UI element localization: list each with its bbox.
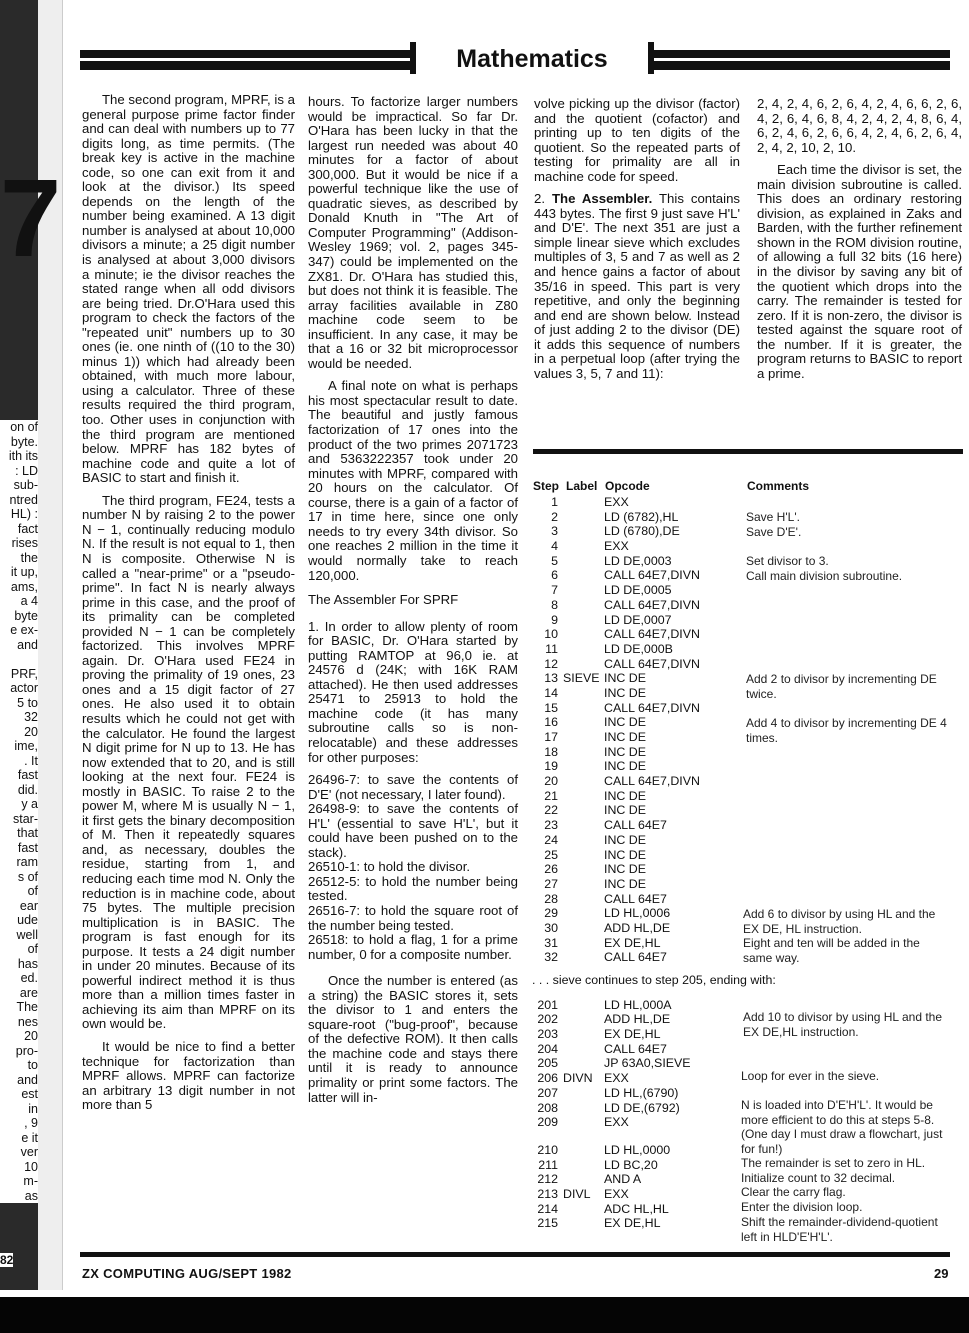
opcode: INC DE (604, 832, 646, 847)
listing-row (530, 613, 965, 628)
margin-fragment: est (21, 1087, 38, 1101)
paragraph: 1. In order to allow plenty of room for BASIC, Dr. O'Hara started by putting RAMTOP at 96,0 ie. at 24576 d (24K; with 16K RAM attached). He then used addresses 25471 to 25913 to hold the machine code (it has many subroutine calls so is non-relocatable) and these addresses for other purposes: (308, 618, 518, 765)
listing-row (530, 774, 965, 789)
margin-fragment: and (17, 1072, 38, 1087)
step-number: 16 (544, 715, 558, 730)
step-number: 9 (551, 612, 558, 627)
opcode: EXX (604, 495, 629, 509)
address-item: 26498-9: to save the contents of H'L' (essential to save H'L', but it could have been pushed on to the stack). (308, 801, 518, 860)
listing-row (530, 803, 965, 818)
margin-fragment (0, 652, 38, 667)
step-number: 20 (544, 774, 558, 789)
margin-fragment: star- (13, 811, 38, 826)
opcode: INC DE (604, 803, 646, 818)
listing-comment: N is loaded into D'E'H'L'. It would be more efficient to do this at steps 5-8. (One day I must draw a flowchart, just for fun!) (741, 1098, 943, 1157)
article-column-4 (757, 97, 962, 389)
listing-comment: Initialize count to 32 decimal. (741, 1171, 896, 1185)
opcode: CALL 64E7 (604, 891, 667, 906)
opcode: LD (6780),DE (604, 524, 680, 539)
listing-comment: Call main division subroutine. (746, 569, 903, 583)
step-number: 209 (537, 1115, 558, 1130)
opcode: INC DE (604, 685, 646, 700)
step-label: DIVN (563, 1071, 593, 1086)
margin-fragment: The (16, 1000, 38, 1014)
step-number: 4 (551, 539, 558, 554)
step-label: SIEVE (563, 671, 600, 686)
listing-row (530, 627, 965, 642)
margin-fragment: the (20, 550, 38, 565)
listing-row (530, 818, 965, 833)
margin-fragment: rises (11, 536, 38, 550)
listing-comment: Enter the division loop. (741, 1200, 863, 1214)
opcode: EXX (604, 1071, 629, 1086)
step-number: 8 (551, 597, 558, 612)
article-column-1 (82, 93, 295, 1121)
listing-row (530, 1042, 965, 1057)
step-number: 208 (537, 1100, 558, 1115)
margin-fragment: sub- (13, 478, 38, 492)
margin-fragment: are (19, 985, 38, 1000)
listing-row (530, 789, 965, 804)
margin-fragment: fast (17, 768, 38, 782)
opcode: INC DE (604, 744, 646, 759)
margin-fragment: PRF, (10, 666, 38, 681)
previous-page-number: 82 (0, 1253, 14, 1267)
step-number: 215 (537, 1216, 558, 1231)
step-number: 30 (544, 920, 558, 935)
opcode: LD DE,0005 (604, 583, 672, 598)
margin-fragment: of (27, 884, 38, 898)
listing-row (530, 848, 965, 863)
opcode: INC DE (604, 715, 646, 730)
opcode: CALL 64E7 (604, 818, 667, 833)
step-number: 28 (544, 891, 558, 906)
margin-fragment: 10 (24, 1159, 38, 1174)
article-column-2 (308, 95, 518, 1113)
margin-fragment: byte (14, 608, 38, 623)
listing-row (530, 701, 965, 716)
paragraph: 2. The Assembler. This contains 443 bytes. The first 9 just save H'L' and D'E'. The next 351 are just a simple linear sieve which excludes multiples of 3, 5 and 7 as well as 2 and hence gains a factor of about 35/16 in speed. This part is very repetitive, and only the beginning and end are shown below. Instead of just adding 2 to the divisor (DE) it adds this sequence of numbers in a perpetual loop (after trying the values 3, 5, 7 and 11): (534, 191, 740, 381)
margin-fragment: : LD (15, 463, 38, 478)
address-item: 26510-1: to hold the divisor. (308, 859, 471, 875)
opcode: LD HL,000A (604, 997, 672, 1012)
step-number: 31 (544, 935, 558, 950)
margin-fragment: fast (17, 840, 38, 855)
margin-fragment: ude (17, 913, 38, 927)
subheading: The Assembler For SPRF (308, 592, 459, 608)
step-number: 3 (551, 524, 558, 539)
margin-fragment: m- (23, 1174, 38, 1188)
opcode: ADD HL,DE (604, 920, 671, 935)
listing-row (530, 745, 965, 760)
previous-page-text-fragments (0, 420, 38, 1203)
listing-comment: Save D'E'. (746, 525, 802, 539)
listing-row (530, 877, 965, 892)
margin-fragment: on of (10, 420, 38, 434)
step-number: 213 (537, 1186, 558, 1201)
opcode: CALL 64E7,DIVN (604, 656, 700, 671)
listing-row (530, 495, 965, 510)
listing-spacer (530, 988, 965, 998)
paragraph: The second program, MPRF, is a general purpose prime factor finder and can deal with numbers up to 77 digits long, as time permits. (The break key is active in the machine code, so one can exit from it and look at the divisor.) Its speed depends on the length of the number being examined. A 13 digit number is analysed at about 10,000 divisors a minute; a 25 digit number is analysed at about 3,000 divisors a minute; ie the divisor reaches the stated range when all odd divisors are being tried. Dr.O'Hara used this program to check the factors of the "repeated unit" numbers up to 30 ones (ie. one ninth of ((10 to the 30) minus 1)) which had already been obtained, with much more labour, using a calculator. Three of these results required the third program, too. Other uses in conjunction with the third program are mentioned below. MPRF has 182 bytes of machine code and quite a lot of BASIC to start and finish it. (82, 92, 295, 486)
opcode: ADD HL,DE (604, 1012, 671, 1027)
listing-row (530, 539, 965, 554)
margin-fragment: did. (17, 782, 38, 797)
step-number: 206 (537, 1071, 558, 1086)
opcode: LD DE,(6792) (604, 1100, 680, 1115)
step-number: 21 (544, 788, 558, 803)
step-number: 19 (544, 759, 558, 774)
opcode: EX DE,HL (604, 1027, 661, 1042)
step-number: 26 (544, 862, 558, 877)
step-number: 1 (551, 495, 558, 509)
paragraph-text: This contains 443 bytes. The first 9 just save H'L' and D'E'. The next 351 are just a simple linear sieve which excludes multiples of 3, 5 and 7 as well as 2 and hence gains a factor of about 35/16 in speed. This part is very repetitive, and only the beginning and end are shown below. Instead of just adding 2 to the divisor (DE) it adds this sequence of numbers in a perpetual loop (after trying the values 3, 5, 7 and 11): (534, 191, 740, 381)
margin-fragment: pro- (15, 1043, 38, 1058)
step-number: 5 (551, 553, 558, 568)
margin-fragment: and (17, 637, 38, 652)
opcode: CALL 64E7 (604, 950, 667, 965)
opcode: ADC HL,HL (604, 1201, 669, 1216)
margin-fragment: byte. (10, 434, 38, 449)
listing-spacer (530, 965, 965, 973)
listing-note: . . . sieve continues to step 205, ending with: (532, 973, 776, 987)
margin-fragment: nes (17, 1014, 38, 1029)
step-number: 24 (544, 832, 558, 847)
margin-fragment: ntred (9, 492, 38, 507)
margin-fragment: a 4 (20, 594, 38, 608)
listing-comment: Shift the remainder-dividend-quotient left in HLD'E'H'L'. (741, 1215, 938, 1244)
footer-rule (80, 1252, 950, 1257)
margin-fragment: has (17, 956, 38, 971)
step-number: 12 (544, 656, 558, 671)
sieve-sequence: 2, 4, 2, 4, 6, 2, 6, 4, 2, 4, 6, 6, 2, 6, 4, 2, 6, 4, 6, 8, 4, 2, 4, 2, 4, 8, 6, 4, 6, 2, 4, 6, 2, 6, 6, 4, 2, 4, 6, 2, 6, 4, 2, 4, 2, 10, 2, 10. (757, 96, 962, 155)
opcode: EX DE,HL (604, 935, 661, 950)
listing-comment: The remainder is set to zero in HL. (741, 1156, 926, 1170)
opcode: EXX (604, 539, 629, 554)
listing-comment: Add 2 to divisor by incrementing DE twice. (746, 672, 937, 701)
step-number: 211 (538, 1157, 558, 1172)
margin-fragment: . It (24, 753, 38, 768)
paragraph: hours. To factorize larger numbers would be impractical. So far Dr. O'Hara has been lucky in that the largest run needed was about 40 minutes for a factor of about 300,000. But it would be nice if a powerful technique like the use of quadratic sieves, as described by Donald Knuth in "The Art of Computer Programming" (Addison-Wesley 1969; vol. 2, pages 345-347) could be implemented on the ZX81. Dr. O'Hara has studied this, but does not think it is feasible. The array facilities available in Z80 machine code seem to be insufficient. In any case, it may be that a 16 or 32 bit microprocessor would be needed. (308, 94, 518, 371)
margin-fragment: ear (19, 898, 38, 913)
margin-fragment: that (17, 826, 38, 840)
opcode: INC DE (604, 847, 646, 862)
opcode: CALL 64E7,DIVN (604, 627, 700, 642)
opcode: AND A (604, 1172, 642, 1187)
opcode: LD DE,0003 (604, 553, 672, 568)
listing-row (530, 759, 965, 774)
opcode: LD HL,0000 (604, 1142, 671, 1157)
listing-row (530, 598, 965, 613)
opcode: INC DE (604, 862, 646, 877)
paragraph: Once the number is entered (as a string) the BASIC stores it, sets the divisor to 1 and enters the square-root ("bug-proof", because of the defective ROM). It then calls the machine code and stays there until it is ready to announce primality or print some factors. The latter will in- (308, 973, 518, 1105)
step-number: 2 (551, 509, 558, 524)
paragraph: volve picking up the divisor (factor) and the quotient (cofactor) and printing up to ten digits of the quotient. So the repeated parts of testing for primality are all in machine code for speed. (534, 96, 740, 184)
margin-fragment: ime, (14, 739, 38, 753)
opcode: CALL 64E7 (604, 1041, 667, 1056)
address-item: 26516-7: to hold the square root of the number being tested. (308, 902, 518, 933)
step-number: 29 (544, 906, 558, 921)
margin-fragment: of (27, 942, 38, 956)
section-title: Mathematics (410, 42, 654, 74)
margin-fragment: ams, (10, 579, 38, 594)
opcode: CALL 64E7,DIVN (604, 568, 700, 583)
opcode: CALL 64E7,DIVN (604, 597, 700, 612)
opcode: EXX (604, 1186, 629, 1201)
step-number: 27 (544, 876, 558, 891)
page-number: 29 (934, 1266, 949, 1281)
margin-fragment: e ex- (10, 623, 38, 637)
margin-fragment: s of (17, 869, 38, 884)
opcode: LD (6782),HL (604, 509, 679, 524)
listing-comment: Add 4 to divisor by incrementing DE 4 times. (746, 716, 947, 745)
listing-comment: Add 10 to divisor by using HL and the EX DE,HL instruction. (743, 1010, 943, 1039)
opcode: EX DE,HL (604, 1216, 661, 1231)
step-number: 212 (537, 1172, 558, 1187)
listing-comment: Clear the carry flag. (741, 1185, 846, 1199)
opcode: LD BC,20 (604, 1157, 658, 1172)
listing-row (530, 862, 965, 877)
opcode: CALL 64E7,DIVN (604, 700, 700, 715)
step-number: 25 (544, 847, 558, 862)
margin-fragment: 20 (24, 724, 38, 739)
margin-fragment: y a (21, 797, 38, 811)
margin-fragment: actor (10, 681, 38, 695)
step-number: 205 (537, 1056, 558, 1071)
listing-header-label: Label (566, 479, 598, 493)
listing-comment: Save H'L'. (746, 510, 800, 524)
step-number: 13 (544, 671, 558, 686)
opcode: LD HL,(6790) (604, 1085, 679, 1100)
listing-row (530, 833, 965, 848)
address-item: 26496-7: to save the contents of D'E' (not necessary, I later found). (308, 772, 518, 802)
listing-row (530, 892, 965, 907)
step-number: 17 (544, 730, 558, 744)
step-number: 7 (551, 583, 558, 598)
margin-fragment: it up, (10, 565, 38, 579)
margin-fragment: to (27, 1058, 38, 1072)
step-label: DIVL (563, 1186, 591, 1201)
step-number: 22 (544, 803, 558, 818)
address-item: 26512-5: to hold the number being tested. (308, 873, 518, 904)
previous-page-large-letter: 7 (0, 157, 62, 280)
step-number: 10 (544, 627, 558, 642)
step-number: 6 (551, 568, 558, 583)
step-number: 214 (537, 1201, 558, 1216)
address-item: 26518: to hold a flag, 1 for a prime number, 0 for a composite number. (308, 932, 518, 962)
step-number: 204 (537, 1041, 558, 1056)
margin-fragment: ith its (8, 449, 38, 463)
opcode: LD HL,0006 (604, 906, 671, 921)
section-heading-assembler: The Assembler. (551, 191, 653, 207)
opcode: JP 63A0,SIEVE (604, 1056, 691, 1071)
magazine-footer: ZX COMPUTING AUG/SEPT 1982 (82, 1266, 292, 1281)
step-number: 18 (544, 744, 558, 759)
step-number: 203 (537, 1027, 558, 1042)
step-number: 32 (544, 950, 558, 965)
opcode: CALL 64E7,DIVN (604, 774, 700, 789)
scan-border (0, 1297, 969, 1333)
step-number: 23 (544, 818, 558, 833)
margin-fragment: 5 to (17, 695, 38, 710)
step-number: 207 (537, 1085, 558, 1100)
paragraph: It would be nice to find a better technique for factorization than MPRF allows. MPRF can factorize an arbitrary 13 digit number in not more than 5 (82, 1039, 295, 1113)
opcode: INC DE (604, 759, 646, 774)
listing-row (530, 642, 965, 657)
opcode: LD DE,000B (604, 641, 673, 656)
margin-fragment: 32 (24, 710, 38, 724)
paragraph: Each time the divisor is set, the main division subroutine is called. This does an ordinary restoring division, as explained in Zaks and Barden, with the further refinement shown in the ROM division routine, of allowing a full 32 bits (16 here) in the divisor by saving any bit of the quotient which drops into the carry. The remainder is tested for zero. If it is non-zero, the divisor is tested against the square root of the number. If it is greater, the program returns to BASIC to report a prime. (757, 162, 962, 381)
step-number: 201 (537, 997, 558, 1012)
article-column-3 (534, 97, 740, 389)
paragraph: The third program, FE24, tests a number N by raising 2 to the power N − 1, continually reducing modulo N. If the result is not equal to 1, then N is composite. Otherwise N is called a "near-prime" or a "pseudo-prime". In fact N is nearly always prime in this case, and the proof of its primality can be completed provided N − 1 can be completely factorized. This involves MPRF again. Dr. O'Hara used FE24 in proving the primality of 19 ones, 23 ones and a 15 digit factor of 27 ones. He also used it to obtain results which he could not get with the calculator. He found the largest N digit prime for N up to 13. He has now extended that to 20, and is still looking at the next four. FE24 is mostly in BASIC. To raise 2 to the power M, where M is usually N − 1, it first gets the binary decomposition of M. Then it repeatedly squares and, as necessary, doubles the residue, starting from 1, and reducing each time mod N. Only the reduction is in machine code, about 75 bytes. The multiple precision multiplication is in BASIC. The program is fast enough for its purpose. It tests a 24 digit number in under 20 minutes. Because of its powerful indirect method it is thus more than a million times faster in achieving its aim than MPRF on its own would be. (82, 492, 295, 1032)
margin-fragment: ed. (20, 971, 38, 985)
step-number: 202 (537, 1012, 558, 1027)
listing-comment: Add 6 to divisor by using HL and the EX DE, HL instruction. (743, 907, 936, 936)
opcode: INC DE (604, 788, 646, 803)
step-number: 210 (537, 1142, 558, 1157)
step-number: 14 (544, 685, 558, 700)
margin-fragment: well (16, 927, 38, 942)
margin-fragment: ram (16, 855, 38, 869)
margin-fragment: 20 (24, 1029, 38, 1043)
margin-fragment: HL) : (10, 507, 38, 521)
opcode: EXX (604, 1115, 629, 1130)
opcode: INC DE (604, 876, 646, 891)
margin-fragment: , 9 (24, 1116, 38, 1130)
opcode: INC DE (604, 671, 646, 686)
listing-comment: Eight and ten will be added in the same way. (743, 936, 920, 965)
paragraph: A final note on what is perhaps his most spectacular result to date. The beautiful and justly famous factorization of 17 ones into the product of the two primes 2071723 and 5363222357 took under 20 minutes with MPRF, compared with 20 hours on the calculator. Of course, there is a gain of a factor of 17 in time here, since one only needs to try every 34th divisor. So one reaches 2 million in the time it would normally take to reach 120,000. (308, 378, 518, 583)
opcode: INC DE (604, 730, 646, 744)
listing-row (530, 583, 965, 598)
listing-header-step: Step (533, 479, 560, 493)
listing-comment: Set divisor to 3. (746, 554, 829, 568)
listing-header-comments: Comments (747, 479, 810, 493)
margin-fragment: ver (20, 1145, 38, 1159)
margin-fragment: e it (21, 1130, 38, 1145)
step-number: 11 (545, 641, 558, 656)
margin-fragment: fact (17, 521, 38, 536)
step-number: 15 (544, 700, 558, 715)
opcode: LD DE,0007 (604, 612, 672, 627)
listing-row (530, 657, 965, 672)
margin-fragment: as (24, 1188, 38, 1203)
listing-comment: Loop for ever in the sieve. (741, 1069, 880, 1083)
listing-rule (533, 449, 963, 454)
listing-header-opcode: Opcode (605, 479, 650, 493)
margin-fragment: in (28, 1101, 38, 1116)
